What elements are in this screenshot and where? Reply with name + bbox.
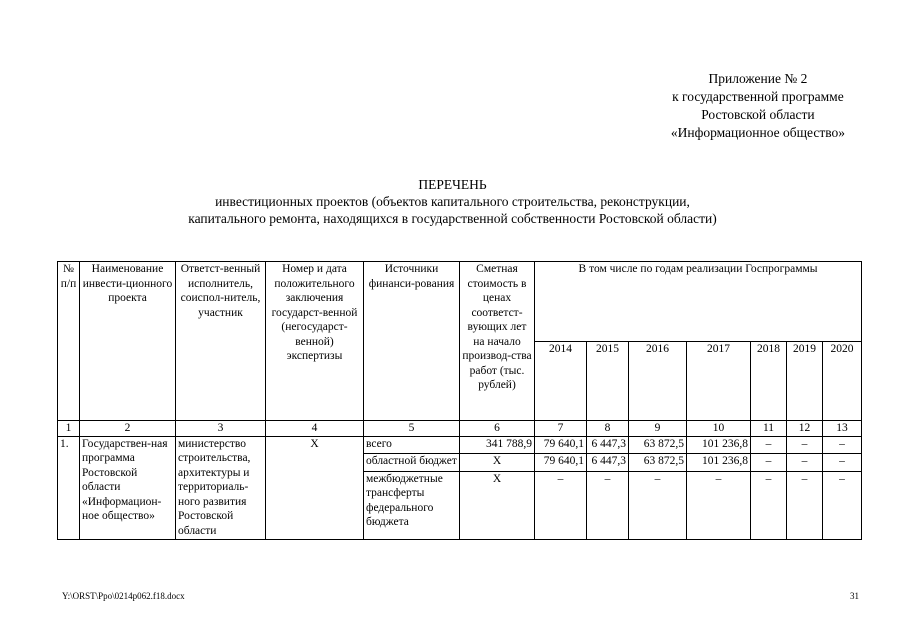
year-value: 101 236,8 [687,436,751,454]
year-value: – [823,471,862,539]
column-number: 13 [823,421,862,437]
year-value: 79 640,1 [535,454,587,472]
column-number: 1 [58,421,80,437]
header-responsible: Ответст-венный исполнитель, соиспол-нитель, участник [176,262,266,421]
estimated-cost: Х [460,471,535,539]
project-number: 1. [58,436,80,539]
estimated-cost: 341 788,9 [460,436,535,454]
column-numbers-row [58,421,862,437]
column-number: 11 [751,421,787,437]
year-value: – [787,471,823,539]
header-year: 2015 [587,341,629,421]
header-estimated-cost: Сметная стоимость в ценах соответст-вующих лет на начало производ-ства работ (тыс. рублей) [460,262,535,421]
header-funding-source: Источники финанси-рования [364,262,460,421]
header-year: 2020 [823,341,862,421]
footer-file-path: Y:\ORST\Ppo\0214p062.f18.docx [62,591,185,601]
year-value: – [823,454,862,472]
header-year: 2014 [535,341,587,421]
column-number: 5 [364,421,460,437]
table-row [58,436,862,454]
year-value: – [787,454,823,472]
title-line-1: ПЕРЕЧЕНЬ [418,177,487,192]
column-number: 9 [629,421,687,437]
year-value: – [535,471,587,539]
investment-projects-table [57,261,862,540]
header-num: № п/п [58,262,80,421]
column-number: 8 [587,421,629,437]
year-value: 101 236,8 [687,454,751,472]
funding-source: областной бюджет [364,454,460,472]
funding-source: межбюджетные трансферты федерального бюджета [364,471,460,539]
appendix-line-3: Ростовской области [701,107,815,122]
header-year: 2019 [787,341,823,421]
estimated-cost: Х [460,454,535,472]
appendix-line-4: «Информационное общество» [670,125,845,140]
header-year: 2018 [751,341,787,421]
footer-page-number: 31 [850,591,859,601]
project-name: Государствен-ная программа Ростовской области «Информацион-ное общество» [80,436,176,539]
header-row [58,262,862,342]
column-number: 3 [176,421,266,437]
year-value: 63 872,5 [629,454,687,472]
header-project-name: Наименование инвести-ционного проекта [80,262,176,421]
year-value: – [751,454,787,472]
year-value: – [823,436,862,454]
year-value: – [787,436,823,454]
year-value: 79 640,1 [535,436,587,454]
year-value: – [687,471,751,539]
funding-source: всего [364,436,460,454]
appendix-block [671,70,845,142]
appendix-line-1: Приложение № 2 [708,71,808,86]
header-year: 2017 [687,341,751,421]
column-number: 6 [460,421,535,437]
year-value: 6 447,3 [587,454,629,472]
title-line-3: капитального ремонта, находящихся в государственной собственности Ростовской области) [188,211,717,226]
year-value: – [751,436,787,454]
header-years-group: В том числе по годам реализации Госпрограммы [535,262,862,342]
header-expertise: Номер и дата положительного заключения государст-венной (негосударст-венной) экспертизы [266,262,364,421]
project-responsible: министерство строительства, архитектуры и территориаль-ного развития Ростовской области [176,436,266,539]
header-year: 2016 [629,341,687,421]
column-number: 12 [787,421,823,437]
year-value: 63 872,5 [629,436,687,454]
column-number: 7 [535,421,587,437]
document-title [0,176,905,227]
year-value: 6 447,3 [587,436,629,454]
year-value: – [629,471,687,539]
year-value: – [751,471,787,539]
year-value: – [587,471,629,539]
column-number: 2 [80,421,176,437]
project-expertise: Х [266,436,364,539]
column-number: 10 [687,421,751,437]
title-line-2: инвестиционных проектов (объектов капитального строительства, реконструкции, [215,194,690,209]
appendix-line-2: к государственной программе [672,89,844,104]
column-number: 4 [266,421,364,437]
